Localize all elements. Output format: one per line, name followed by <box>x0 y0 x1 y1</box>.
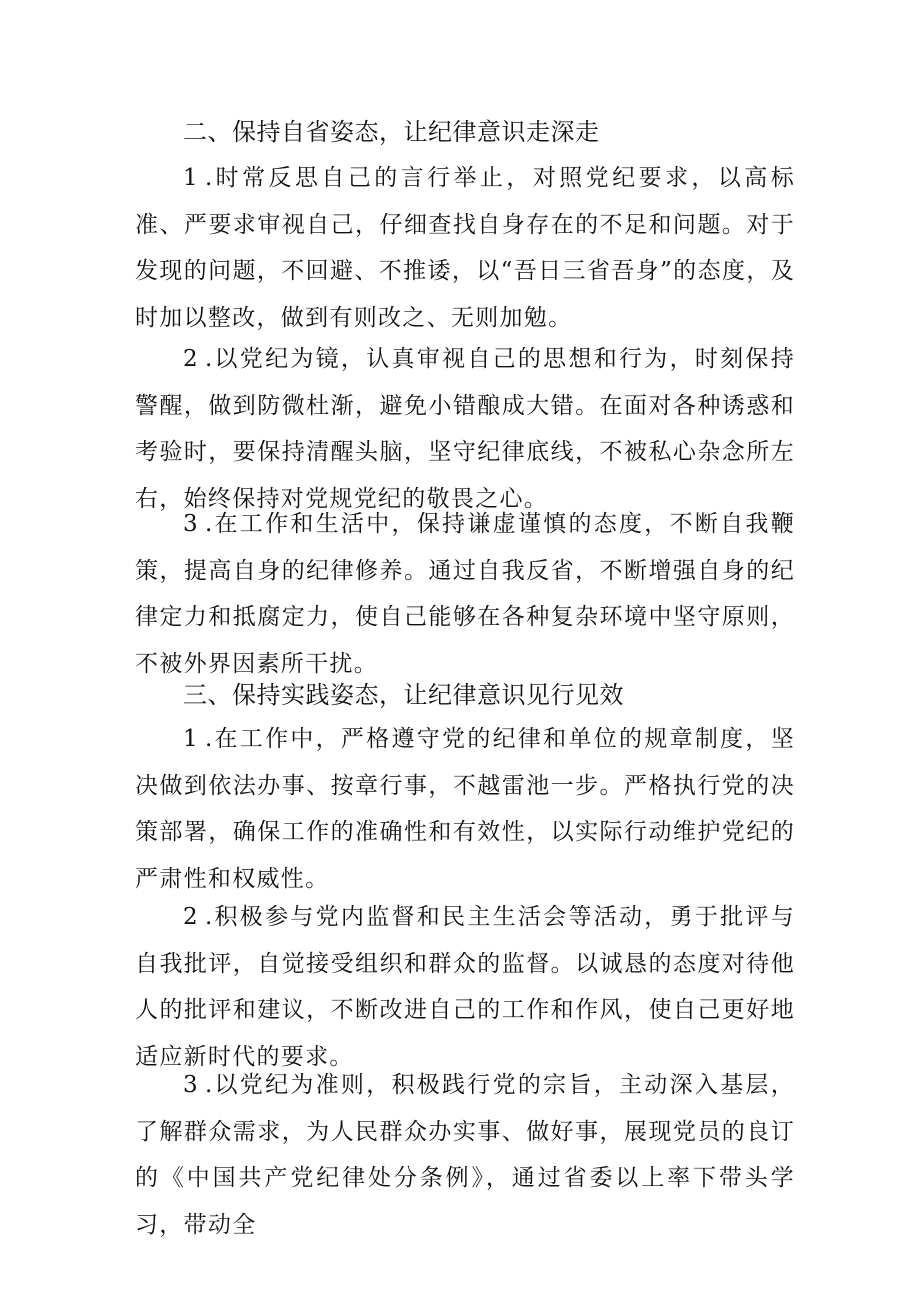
item-number: 3 <box>183 1072 199 1098</box>
section-two-item-1 <box>135 155 795 341</box>
item-number: 1 <box>183 165 199 191</box>
section-three-item-3 <box>135 1062 795 1248</box>
section-two-heading: 二、保持自省姿态，让纪律意识走深走 <box>183 118 600 146</box>
item-text: .时常反思自己的言行举止，对照党纪要求，以高标准、严要求审视自己，仔细查找自身存在的不足和问题。对于发现的问题，不回避、不推诿，以“吾日三省吾身”的态度，及时加以整改，做到有则改之、无则加勉。 <box>135 165 795 331</box>
item-text: .在工作中，严格遵守党的纪律和单位的规章制度，坚决做到依法办事、按章行事，不越雷池一步。严格执行党的决策部署，确保工作的准确性和有效性，以实际行动维护党纪的严肃性和权威性。 <box>135 726 795 892</box>
item-text: .积极参与党内监督和民主生活会等活动，勇于批评与自我批评，自觉接受组织和群众的监督。以诚恳的态度对待他人的批评和建议，不断改进自己的工作和作风，使自己更好地适应新时代的要求。 <box>135 904 795 1070</box>
section-two-item-2 <box>135 336 795 522</box>
section-three-item-2 <box>135 894 795 1080</box>
item-number: 3 <box>183 511 199 537</box>
section-three-item-1 <box>135 716 795 902</box>
item-number: 2 <box>183 346 199 372</box>
section-three-heading: 三、保持实践姿态，让纪律意识见行见效 <box>183 681 624 709</box>
item-number: 2 <box>183 904 199 930</box>
item-text: .以党纪为镜，认真审视自己的思想和行为，时刻保持警醒，做到防微杜渐，避免小错酿成大错。在面对各种诱惑和考验时，要保持清醒头脑，坚守纪律底线，不被私心杂念所左右，始终保持对党规党纪的敬畏之心。 <box>135 346 795 512</box>
section-two-item-3 <box>135 501 795 687</box>
item-text: .在工作和生活中，保持谦虚谨慎的态度，不断自我鞭策，提高自身的纪律修养。通过自我反省，不断增强自身的纪律定力和抵腐定力，使自己能够在各种复杂环境中坚守原则，不被外界因素所干扰。 <box>135 511 795 677</box>
item-number: 1 <box>183 726 199 752</box>
item-text: .以党纪为准则，积极践行党的宗旨，主动深入基层，了解群众需求，为人民群众办实事、做好事，展现党员的良订的《中国共产党纪律处分条例》，通过省委以上率下带头学习，带动全 <box>135 1072 795 1238</box>
